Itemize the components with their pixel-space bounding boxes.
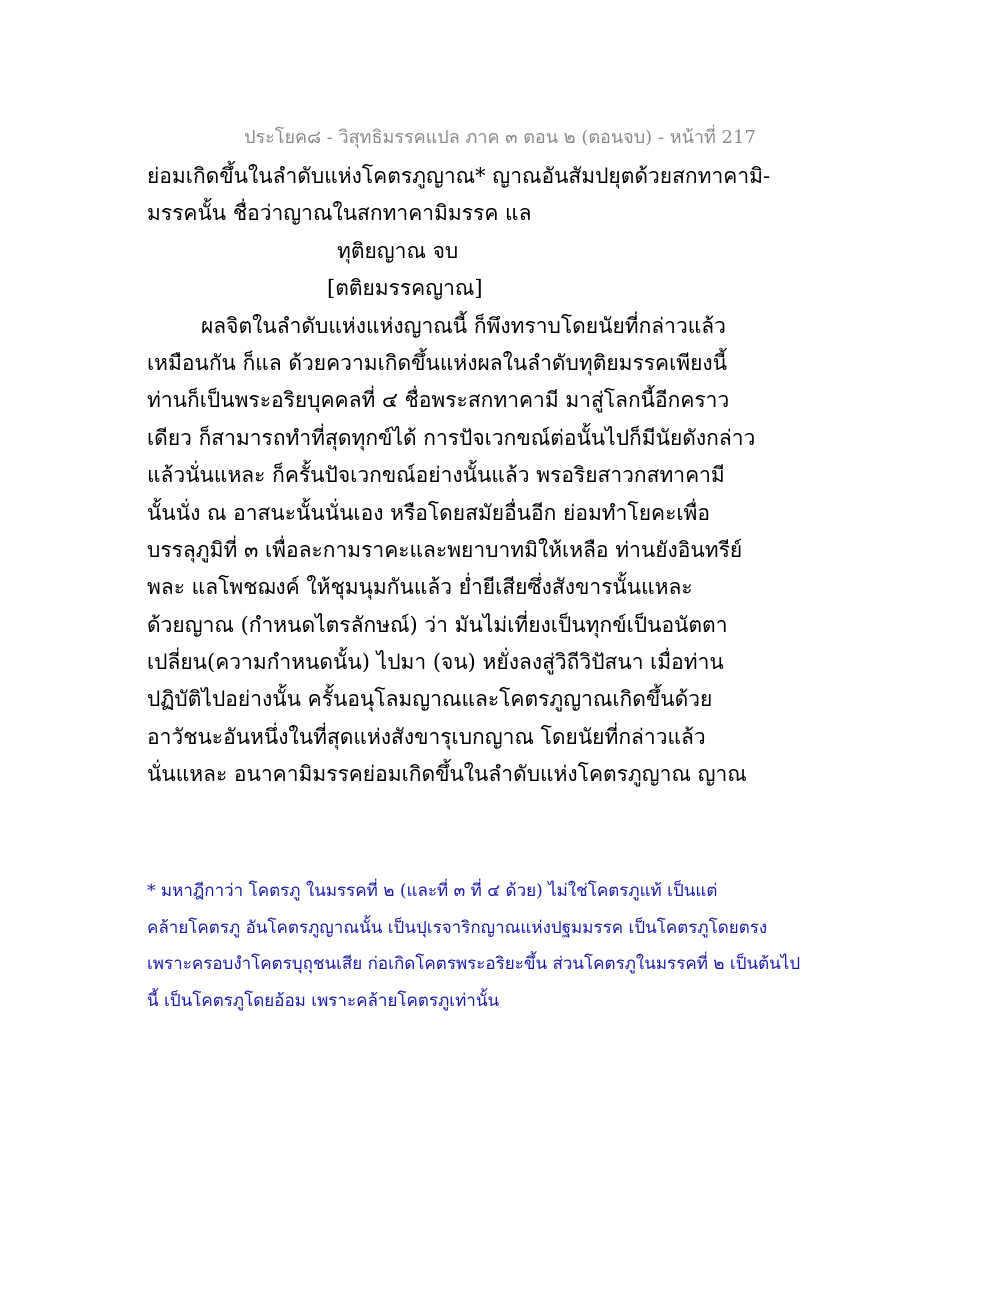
body-line: แล้วนั่นแหละ ก็ครั้นปัจเวกขณ์อย่างนั้นแล้ว พรอริยสาวกสทาคามี [147, 463, 725, 488]
footnote-line: นี้ เป็นโคตรภูโดยอ้อม เพราะคล้ายโคตรภูเท่านั้น [147, 990, 500, 1011]
body-line: พละ แลโพชฌงค์ ให้ชุมนุมกันแล้ว ย่ำยีเสียซึ่งสังขารนั้นแหละ [147, 575, 693, 600]
footnote-line: * มหาฎีกาว่า โคตรภู ในมรรคที่ ๒ (และที่ ๓ ที่ ๔ ด้วย) ไม่ใช่โคตรภูแท้ เป็นแต่ [147, 881, 718, 901]
section-heading: [ตติยมรรคญาณ] [327, 276, 483, 301]
body-line: ท่านก็เป็นพระอริยบุคคลที่ ๔ ชื่อพระสกทาคามี มาสู่โลกนี้อีกคราว [147, 388, 730, 413]
body-line: มรรคนั้น ชื่อว่าญาณในสกทาคามิมรรค แล [147, 201, 532, 226]
body-line: นั่นแหละ อนาคามิมรรคย่อมเกิดขึ้นในลำดับแห่งโคตรภูญาณ ญาณ [147, 762, 747, 787]
body-text [147, 158, 771, 794]
body-line: ผลจิตในลำดับแห่งแห่งญาณนี้ ก็พึงทราบโดยนัยที่กล่าวแล้ว [201, 313, 726, 338]
body-line: เดียว ก็สามารถทำที่สุดทุกข์ได้ การปัจเวกขณ์ต่อนั้นไปก็มีนัยดังกล่าว [147, 425, 756, 450]
footnote-line: คล้ายโคตรภู อันโคตรภูญาณนั้น เป็นปุเรจาริกญาณแห่งปฐมมรรค เป็นโคตรภูโดยตรง [147, 917, 768, 938]
footnote-line: เพราะครอบงำโคตรบุถุชนเสีย ก่อเกิดโคตรพระอริยะขึ้น ส่วนโคตรภูในมรรคที่ ๒ เป็นต้นไป [147, 954, 801, 974]
body-line: อาวัชนะอันหนึ่งในที่สุดแห่งสังขารุเบกญาณ โดยนัยที่กล่าวแล้ว [147, 724, 706, 749]
body-line: ด้วยญาณ (กำหนดไตรลักษณ์) ว่า มันไม่เที่ยงเป็นทุกข์เป็นอนัตตา [147, 612, 728, 637]
page-header: ประโยค๘ - วิสุทธิมรรคแปล ภาค ๓ ตอน ๒ (ตอนจบ) - หน้าที่ 217 [244, 127, 756, 148]
body-line: บรรลุภูมิที่ ๓ เพื่อละกามราคะและพยาบาทมิให้เหลือ ท่านยังอินทรีย์ [147, 537, 743, 562]
body-line: เหมือนกัน ก็แล ด้วยความเกิดขึ้นแห่งผลในลำดับทุติยมรรคเพียงนี้ [147, 350, 728, 375]
body-line: เปลี่ยน(ความกำหนดนั้น) ไปมา (จน) หยั่งลงสู่วิถีวิปัสนา เมื่อท่าน [147, 650, 724, 675]
footnote [147, 873, 847, 1019]
body-line: ปฏิบัติไปอย่างนั้น ครั้นอนุโลมญาณและโคตรภูญาณเกิดขึ้นด้วย [147, 687, 713, 712]
body-line: นั้นนั่ง ณ อาสนะนั้นนั่นเอง หรือโดยสมัยอื่นอีก ย่อมทำโยคะเพื่อ [147, 500, 710, 525]
body-line: ย่อมเกิดขึ้นในลำดับแห่งโคตรภูญาณ* ญาณอันสัมปยุตด้วยสกทาคามิ- [147, 164, 771, 188]
section-end-title: ทุติยญาณ จบ [337, 238, 459, 263]
